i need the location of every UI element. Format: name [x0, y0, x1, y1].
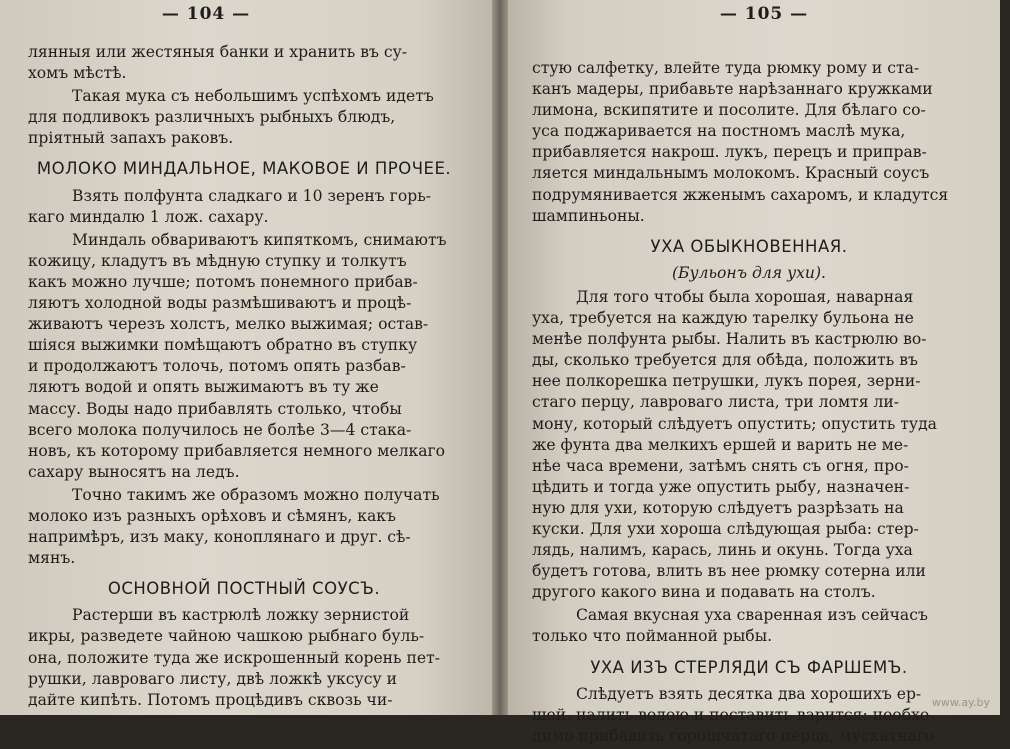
page-text — [532, 58, 966, 749]
section-heading: УХА ОБЫКНОВЕННАЯ. — [650, 236, 848, 256]
text-line: ную для ухи, которую слѣдуетъ разрѣзать на — [532, 498, 904, 517]
text-line: Такая мука съ небольшимъ успѣхомъ идетъ — [72, 87, 434, 106]
paragraph — [532, 605, 966, 647]
paragraph — [532, 684, 966, 747]
right-page — [508, 0, 1000, 745]
paragraph — [28, 485, 460, 569]
text-line: уса поджаривается на постномъ маслѣ мука, — [532, 122, 906, 141]
paragraph — [28, 605, 460, 710]
text-line: лимона, вскипятите и посолите. Для бѣлаго со- — [532, 101, 926, 120]
text-line: ляютъ холодной воды размѣшиваютъ и процѣ- — [28, 294, 412, 313]
text-line: же фунта два мелкихъ ершей и варить не ме- — [532, 435, 909, 454]
section-heading: ОСНОВНОЙ ПОСТНЫЙ СОУСЪ. — [107, 579, 381, 599]
text-line: шіяся выжимки помѣщаютъ обратно въ ступку — [28, 336, 418, 355]
text-line: Миндаль обвариваютъ кипяткомъ, снимаютъ — [72, 230, 447, 249]
text-line: Точно такимъ же образомъ можно получать — [72, 485, 440, 504]
text-line: нее полкорешка петрушки, лукъ порея, зерни- — [532, 372, 921, 391]
text-line: напримѣръ, изъ маку, коноплянаго и друг. сѣ- — [28, 528, 411, 547]
text-line: мянъ. — [28, 549, 76, 568]
page-number: — 104 — — [161, 4, 251, 24]
text-line: каго миндалю 1 лож. сахару. — [28, 207, 269, 226]
text-line: живаютъ черезъ холстъ, мелко выжимая; остав- — [28, 315, 429, 334]
text-line: менѣе полфунта рыбы. Налить въ кастрюлю во- — [532, 330, 927, 349]
text-line: Взять полфунта сладкаго и 10 зеренъ горь- — [72, 186, 431, 205]
text-line: икры, разведете чайною чашкою рыбнаго буль- — [28, 627, 425, 646]
text-line: Самая вкусная уха сваренная изъ сейчасъ — [576, 606, 928, 625]
section-heading: МОЛОКО МИНДАЛЬНОЕ, МАКОВОЕ И ПРОЧЕЕ. — [36, 159, 452, 179]
text-line: хомъ мѣстѣ. — [28, 64, 127, 83]
text-line: и продолжаютъ толочь, потомъ опять разбав- — [28, 357, 406, 376]
text-line: шей, налить водою и поставить варится; необхо- — [532, 705, 935, 724]
text-line: стую салфетку, влейте туда рюмку рому и ста- — [532, 59, 920, 77]
paragraph — [28, 230, 460, 483]
text-line: подрумянивается жженымъ сахаромъ, и кладутся — [532, 185, 949, 204]
paragraph — [28, 86, 460, 149]
text-line: ды, сколько требуется для обѣда, положить въ — [532, 351, 918, 370]
text-line: стаго перцу, лавроваго листа, три ломтя ли- — [532, 393, 900, 412]
text-line: шампиньоны. — [532, 206, 645, 225]
text-line: лянныя или жестяныя банки и хранить въ су- — [28, 43, 408, 61]
text-line: всего молока получилось не болѣе 3—4 стака- — [28, 420, 412, 439]
text-line: куски. Для ухи хороша слѣдующая рыба: стер- — [532, 519, 919, 538]
paragraph — [28, 186, 460, 228]
text-line: массу. Воды надо прибавлять столько, чтобы — [28, 399, 402, 418]
text-line: кожицу, кладутъ въ мѣдную ступку и толкутъ — [28, 251, 407, 270]
text-line: для подливокъ различныхъ рыбныхъ блюдъ, — [28, 108, 396, 127]
paragraph — [532, 58, 966, 227]
text-line: лядь, налимъ, карась, линь и окунь. Тогда уха — [532, 541, 913, 560]
text-line: рушки, лавроваго листу, двѣ ложкѣ уксусу и — [28, 669, 397, 688]
text-line: Для того чтобы была хорошая, наварная — [576, 287, 914, 306]
text-line: прибавляется накрош. лукъ, перецъ и приправ- — [532, 143, 927, 162]
section-subheading: (Бульонъ для ухи). — [671, 263, 827, 282]
text-line: дайте кипѣть. Потомъ процѣдивъ сквозь чи- — [28, 690, 393, 709]
paragraph — [532, 287, 966, 603]
text-line: мону, который слѣдуетъ опустить; опустить туда — [532, 414, 937, 433]
left-page — [0, 0, 492, 715]
text-line: димо прибавить горошчатаго перца, мускатнаго — [532, 726, 935, 745]
text-line: канъ мадеры, прибавьте нарѣзаннаго кружками — [532, 80, 933, 99]
page-number: — 105 — — [719, 4, 809, 24]
page-text — [28, 42, 460, 713]
text-line: только что пойманной рыбы. — [532, 627, 773, 646]
text-line: другого какого вина и подавать на столъ. — [532, 583, 876, 602]
text-line: Слѣдуетъ взять десятка два хорошихъ ер- — [576, 684, 922, 703]
text-line: новъ, къ которому прибавляется немного мелкаго — [28, 441, 446, 460]
text-line: нѣе часа времени, затѣмъ снять съ огня, про- — [532, 456, 909, 475]
text-line: уха, требуется на каждую тарелку бульона не — [532, 309, 914, 328]
text-line: какъ можно лучше; потомъ понемного прибав- — [28, 272, 418, 291]
text-line: она, положите туда же искрошенный корень пет- — [28, 648, 441, 667]
text-line: будетъ готова, влить въ нее рюмку сотерна или — [532, 562, 926, 581]
text-line: Растерши въ кастрюлѣ ложку зернистой — [72, 606, 410, 625]
watermark: www.ay.by — [931, 696, 990, 709]
text-line: цѣдить и тогда уже опустить рыбу, назначен- — [532, 477, 910, 496]
text-line: пріятный запахъ раковъ. — [28, 129, 234, 148]
book-gutter — [492, 0, 508, 715]
text-line: ляютъ водой и опять выжимаютъ въ ту же — [28, 378, 379, 397]
text-line: ляется миндальнымъ молокомъ. Красный соусъ — [532, 164, 930, 183]
text-line: молоко изъ разныхъ орѣховъ и сѣмянъ, какъ — [28, 506, 396, 525]
text-line: сахару выносятъ на ледъ. — [28, 462, 240, 481]
section-heading: УХА ИЗЪ СТЕРЛЯДИ СЪ ФАРШЕМЪ. — [590, 657, 908, 677]
paragraph — [28, 42, 460, 84]
